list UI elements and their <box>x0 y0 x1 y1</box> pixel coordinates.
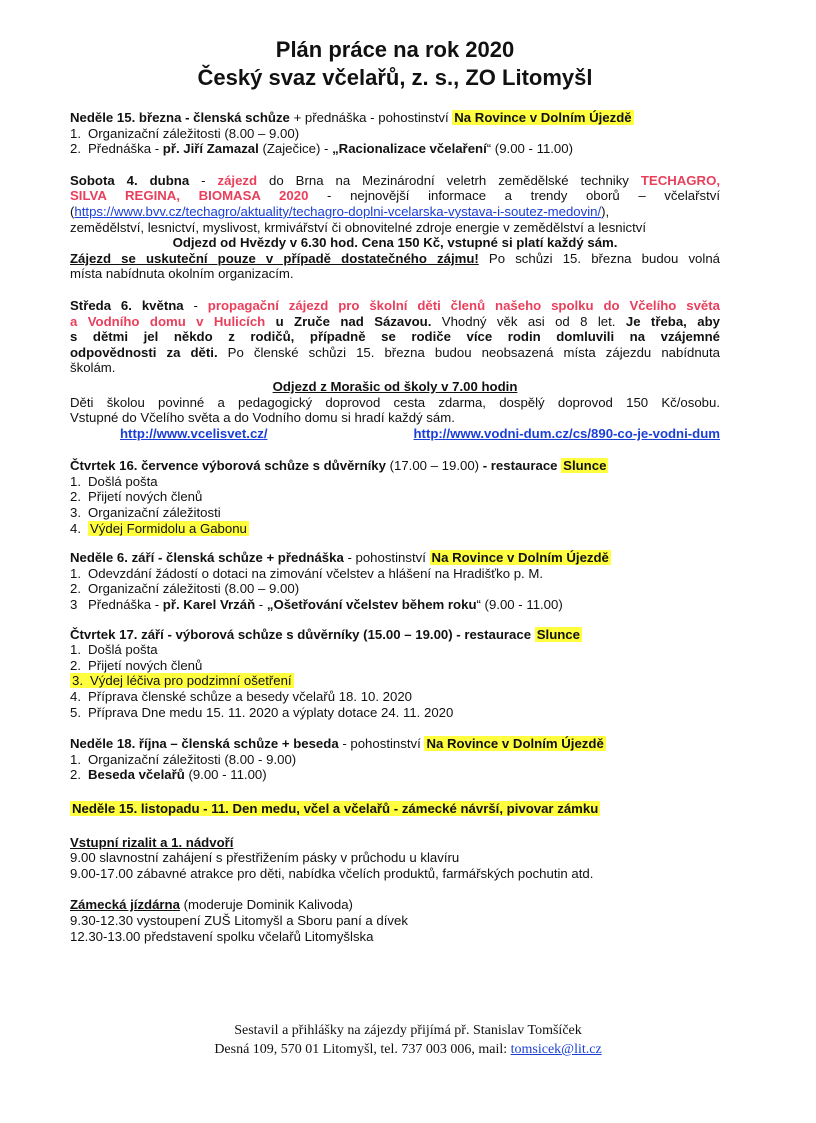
text-line: 9.00 slavnostní zahájení s přestřižením pásky v průchodu u klavíru <box>70 850 460 866</box>
list-item: 1. Odevzdání žádostí o dotaci na zimování včelstev a hlášení na Hradišťko p. M. <box>70 565 544 581</box>
section-heading: Neděle 18. října – členská schůze + beseda - pohostinství Na Rovince v Dolním Újezdě <box>70 736 604 752</box>
section-heading: Neděle 15. března - členská schůze + přednáška - pohostinství Na Rovince v Dolním Újezdě <box>70 110 632 125</box>
section-july-16 <box>70 458 720 536</box>
section-vstupni-rizalit <box>70 835 720 882</box>
list-item: 1. Organizační záležitosti (8.00 – 9.00) <box>70 125 300 141</box>
section-heading: Čtvrtek 16. července výborová schůze s důvěrníky (17.00 – 19.00) - restaurace Slunce <box>70 458 607 474</box>
text-line: 9.00-17.00 zábavné atrakce pro děti, nabídka včelích produktů, farmářských pochutin atd. <box>70 865 594 881</box>
place-highlight: Na Rovince v Dolním Újezdě <box>426 736 604 752</box>
text-line: Středa 6. května - propagační zájezd pro školní děti členů našeho spolku do Včelího světa <box>70 297 720 313</box>
agenda-list <box>70 642 720 720</box>
text-line: místa nabídnuta okolním organizacím. <box>70 266 294 282</box>
section-zamecka-jizdarna <box>70 897 720 944</box>
subsection-heading: Zámecká jízdárna (moderuje Dominik Kalivoda) <box>70 897 353 913</box>
text-line: Děti školou povinné a pedagogický doprovod cesta zdarma, dospělý doprovod 150 Kč/osobu. <box>70 394 720 410</box>
place-highlight: Slunce <box>536 626 580 642</box>
list-item: 3. Výdej léčiva pro podzimní ošetření <box>72 673 292 689</box>
departure-info: Odjezd z Morašic od školy v 7.00 hodin <box>272 378 518 394</box>
section-september-17 <box>70 627 720 721</box>
text-line: odpovědnosti za děti. Po členské schůzi 15. března budou neobsazená místa zájezdu nabídnuta <box>70 344 720 360</box>
signature-block <box>0 1021 816 1059</box>
text-line: zemědělství, lesnictví, myslivost, krmivářství či obnovitelné zdroje energie v zemědělství a lesnictví <box>70 219 647 235</box>
text-line: SILVA REGINA, BIOMASA 2020 - nejnovější informace a trendy oborů – včelařství <box>70 188 720 204</box>
list-item: 1. Organizační záležitosti (8.00 - 9.00) <box>70 751 297 767</box>
vodni-dum-link[interactable]: http://www.vodni-dum.cz/cs/890-co-je-vodni-dum <box>413 425 720 441</box>
place-highlight: Slunce <box>563 458 607 474</box>
links-row <box>70 426 720 442</box>
section-november-15 <box>70 801 720 817</box>
email-link[interactable]: tomsicek@lit.cz <box>510 1042 602 1057</box>
document-page <box>70 36 720 944</box>
list-item: 3. Organizační záležitosti <box>70 505 221 521</box>
subsection-heading: Vstupní rizalit a 1. nádvoří <box>70 834 234 850</box>
title-line-2: Český svaz včelařů, z. s., ZO Litomyšl <box>197 65 593 90</box>
place-highlight: Na Rovince v Dolním Újezdě <box>431 550 609 566</box>
list-item: 5. Příprava Dne medu 15. 11. 2020 a výplaty dotace 24. 11. 2020 <box>70 704 454 720</box>
text-line: školám. <box>70 360 116 376</box>
agenda-list <box>70 752 720 783</box>
title-line-1: Plán práce na rok 2020 <box>275 37 515 62</box>
section-may-6 <box>70 298 720 441</box>
signature-line-2: Desná 109, 570 01 Litomyšl, tel. 737 003 006, mail: tomsicek@lit.cz <box>214 1042 602 1057</box>
list-item: 1. Došlá pošta <box>70 642 158 658</box>
section-heading: Neděle 6. září - členská schůze + přednáška - pohostinství Na Rovince v Dolním Újezdě <box>70 550 609 566</box>
list-item: 2. Přednáška - př. Jiří Zamazal (Zaječice) - „Racionalizace včelaření“ (9.00 - 11.00) <box>70 141 573 157</box>
section-september-6 <box>70 550 720 612</box>
signature-line-1: Sestavil a přihlášky na zájezdy přijímá př. Stanislav Tomšíček <box>234 1023 582 1038</box>
text-line: Sobota 4. dubna - zájezd do Brna na Mezinárodní veletrh zemědělské techniky TECHAGRO, <box>70 172 720 188</box>
agenda-list <box>70 126 720 157</box>
list-item: 3 Přednáška - př. Karel Vrzáň - „Ošetřování včelstev během roku“ (9.00 - 11.00) <box>70 597 563 613</box>
page-title <box>70 36 720 92</box>
text-line: (https://www.bvv.cz/techagro/aktuality/techagro-doplni-vcelarska-vystava-i-soutez-medovin/), <box>70 203 610 219</box>
section-heading: Čtvrtek 17. září - výborová schůze s důvěrníky (15.00 – 19.00) - restaurace Slunce <box>70 626 580 642</box>
list-item: 2. Přijetí nových členů <box>70 657 203 673</box>
agenda-list <box>70 566 720 613</box>
place-highlight: Na Rovince v Dolním Újezdě <box>454 110 632 125</box>
list-item: 2. Přijetí nových členů <box>70 489 203 505</box>
text-line: 9.30-12.30 vystoupení ZUŠ Litomyšl a Sboru paní a dívek <box>70 912 408 928</box>
agenda-list <box>70 474 720 536</box>
section-march-15 <box>70 110 720 157</box>
text-line: s dětmi jel někdo z rodičů, případně se rodiče více rodin domluvili na vzájemné <box>70 329 720 345</box>
departure-info: Odjezd od Hvězdy v 6.30 hod. Cena 150 Kč, vstupné si platí každý sám. <box>172 235 618 251</box>
text-line: Zájezd se uskuteční pouze v případě dostatečného zájmu! Po schůzi 15. března budou volná <box>70 250 720 266</box>
section-heading: Neděle 15. listopadu - 11. Den medu, včel a včelařů - zámecké návrší, pivovar zámku <box>72 800 599 816</box>
text-line: Vstupné do Včelího světa a do Vodního domu si hradí každý sám. <box>70 410 455 426</box>
text-line: 12.30-13.00 představení spolku včelařů Litomyšlska <box>70 928 374 944</box>
condition-note: Zájezd se uskuteční pouze v případě dostatečného zájmu! <box>70 250 479 266</box>
list-item: 2. Beseda včelařů (9.00 - 11.00) <box>70 767 267 783</box>
list-item: 4. Příprava členské schůze a besedy včelařů 18. 10. 2020 <box>70 689 413 704</box>
techagro-link[interactable]: https://www.bvv.cz/techagro/aktuality/techagro-doplni-vcelarska-vystava-i-soutez-medovin/ <box>74 203 602 219</box>
text-line: a Vodního domu v Hulicích u Zruče nad Sázavou. Vhodný věk asi od 8 let. Je třeba, aby <box>70 313 720 329</box>
section-april-4 <box>70 173 720 282</box>
vcelisvet-link[interactable]: http://www.vcelisvet.cz/ <box>120 425 268 441</box>
list-item: 1. Došlá pošta <box>70 473 158 489</box>
list-item: 4. Výdej Formidolu a Gabonu <box>70 520 247 536</box>
section-october-18 <box>70 736 720 783</box>
list-item: 2. Organizační záležitosti (8.00 – 9.00) <box>70 581 300 597</box>
